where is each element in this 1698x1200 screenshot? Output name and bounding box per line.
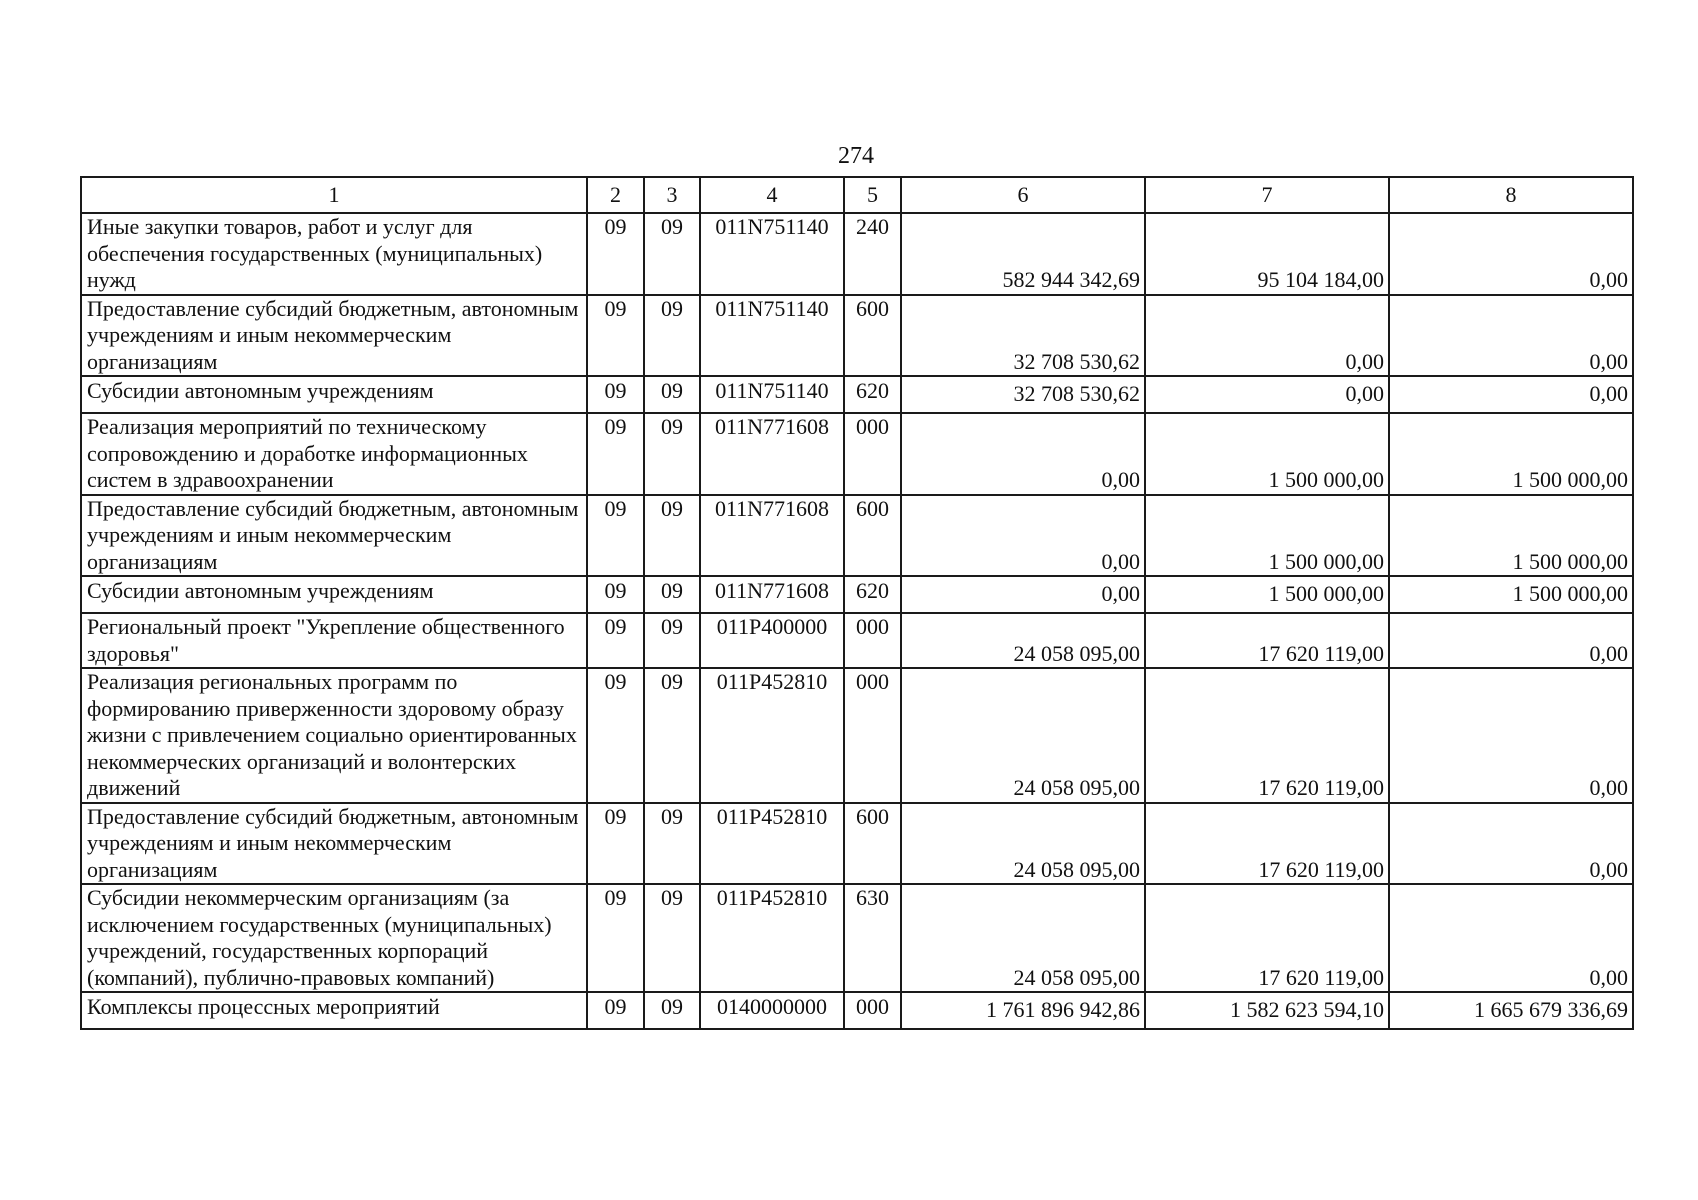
row-target-code: 0140000000 [700,992,844,1029]
row-amount-7: 95 104 184,00 [1145,213,1389,295]
row-amount-6: 1 761 896 942,86 [901,992,1145,1029]
row-expense-type: 600 [844,803,901,885]
row-expense-type: 620 [844,376,901,413]
row-name: Реализация мероприятий по техническому сопровождению и доработке информационных систем в здравоохранении [81,413,587,495]
row-amount-7: 17 620 119,00 [1145,613,1389,668]
row-amount-7: 17 620 119,00 [1145,803,1389,885]
table-row [81,213,1633,295]
column-header: 4 [700,177,844,213]
row-subsection: 09 [644,992,700,1029]
row-expense-type: 600 [844,495,901,577]
row-amount-7: 1 582 623 594,10 [1145,992,1389,1029]
row-amount-6: 32 708 530,62 [901,295,1145,377]
row-expense-type: 000 [844,992,901,1029]
row-expense-type: 000 [844,668,901,803]
row-amount-7: 0,00 [1145,295,1389,377]
row-subsection: 09 [644,213,700,295]
row-amount-8: 0,00 [1389,803,1633,885]
row-amount-6: 24 058 095,00 [901,668,1145,803]
table-row [81,803,1633,885]
row-section: 09 [587,613,644,668]
row-subsection: 09 [644,576,700,613]
row-amount-8: 1 500 000,00 [1389,413,1633,495]
row-expense-type: 240 [844,213,901,295]
row-target-code: 011P452810 [700,668,844,803]
row-target-code: 011N751140 [700,376,844,413]
row-target-code: 011P452810 [700,803,844,885]
row-amount-8: 1 665 679 336,69 [1389,992,1633,1029]
row-section: 09 [587,413,644,495]
row-amount-8: 1 500 000,00 [1389,495,1633,577]
row-name: Субсидии автономным учреждениям [81,576,587,613]
row-section: 09 [587,576,644,613]
row-amount-7: 1 500 000,00 [1145,413,1389,495]
row-amount-7: 1 500 000,00 [1145,576,1389,613]
table-row [81,668,1633,803]
row-section: 09 [587,295,644,377]
row-amount-7: 17 620 119,00 [1145,884,1389,992]
row-amount-8: 0,00 [1389,613,1633,668]
table-row [81,413,1633,495]
row-amount-6: 32 708 530,62 [901,376,1145,413]
row-name: Иные закупки товаров, работ и услуг для обеспечения государственных (муниципальных) нужд [81,213,587,295]
row-subsection: 09 [644,668,700,803]
row-name: Предоставление субсидий бюджетным, автономным учреждениям и иным некоммерческим организациям [81,803,587,885]
column-header: 2 [587,177,644,213]
row-expense-type: 620 [844,576,901,613]
row-amount-8: 0,00 [1389,213,1633,295]
row-expense-type: 600 [844,295,901,377]
budget-table [80,176,1634,1030]
row-amount-7: 0,00 [1145,376,1389,413]
row-subsection: 09 [644,376,700,413]
row-name: Предоставление субсидий бюджетным, автономным учреждениям и иным некоммерческим организациям [81,495,587,577]
row-name: Субсидии автономным учреждениям [81,376,587,413]
row-expense-type: 000 [844,413,901,495]
row-subsection: 09 [644,803,700,885]
column-header: 7 [1145,177,1389,213]
row-section: 09 [587,803,644,885]
row-amount-6: 582 944 342,69 [901,213,1145,295]
row-amount-8: 0,00 [1389,376,1633,413]
row-name: Предоставление субсидий бюджетным, автономным учреждениям и иным некоммерческим организациям [81,295,587,377]
row-target-code: 011N771608 [700,495,844,577]
row-target-code: 011N771608 [700,576,844,613]
row-amount-7: 1 500 000,00 [1145,495,1389,577]
row-section: 09 [587,213,644,295]
row-name: Реализация региональных программ по формированию приверженности здоровому образу жизни с привлечением социально ориентированных некоммерческих организаций и волонтерских движений [81,668,587,803]
row-subsection: 09 [644,295,700,377]
row-target-code: 011N771608 [700,413,844,495]
table-row [81,295,1633,377]
row-amount-6: 0,00 [901,413,1145,495]
row-section: 09 [587,992,644,1029]
table-row [81,495,1633,577]
row-target-code: 011N751140 [700,213,844,295]
row-amount-6: 0,00 [901,576,1145,613]
row-amount-8: 1 500 000,00 [1389,576,1633,613]
row-amount-8: 0,00 [1389,884,1633,992]
column-header: 1 [81,177,587,213]
page-number: 274 [838,143,874,169]
row-amount-6: 24 058 095,00 [901,884,1145,992]
header-row [81,177,1633,213]
row-subsection: 09 [644,884,700,992]
row-subsection: 09 [644,495,700,577]
row-amount-7: 17 620 119,00 [1145,668,1389,803]
row-amount-6: 24 058 095,00 [901,803,1145,885]
row-amount-6: 0,00 [901,495,1145,577]
table-row [81,613,1633,668]
row-target-code: 011P452810 [700,884,844,992]
column-header: 6 [901,177,1145,213]
column-header: 3 [644,177,700,213]
row-amount-8: 0,00 [1389,668,1633,803]
row-name: Региональный проект "Укрепление общественного здоровья" [81,613,587,668]
row-section: 09 [587,495,644,577]
row-expense-type: 000 [844,613,901,668]
column-header: 5 [844,177,901,213]
row-subsection: 09 [644,613,700,668]
column-header: 8 [1389,177,1633,213]
row-section: 09 [587,376,644,413]
row-name: Субсидии некоммерческим организациям (за исключением государственных (муниципальных) учреждений, государственных корпораций (компаний), публично-правовых компаний) [81,884,587,992]
row-target-code: 011P400000 [700,613,844,668]
row-name: Комплексы процессных мероприятий [81,992,587,1029]
table-row [81,992,1633,1029]
row-expense-type: 630 [844,884,901,992]
row-amount-8: 0,00 [1389,295,1633,377]
table-row [81,576,1633,613]
table-row [81,376,1633,413]
row-section: 09 [587,668,644,803]
table-row [81,884,1633,992]
row-target-code: 011N751140 [700,295,844,377]
row-amount-6: 24 058 095,00 [901,613,1145,668]
row-subsection: 09 [644,413,700,495]
row-section: 09 [587,884,644,992]
